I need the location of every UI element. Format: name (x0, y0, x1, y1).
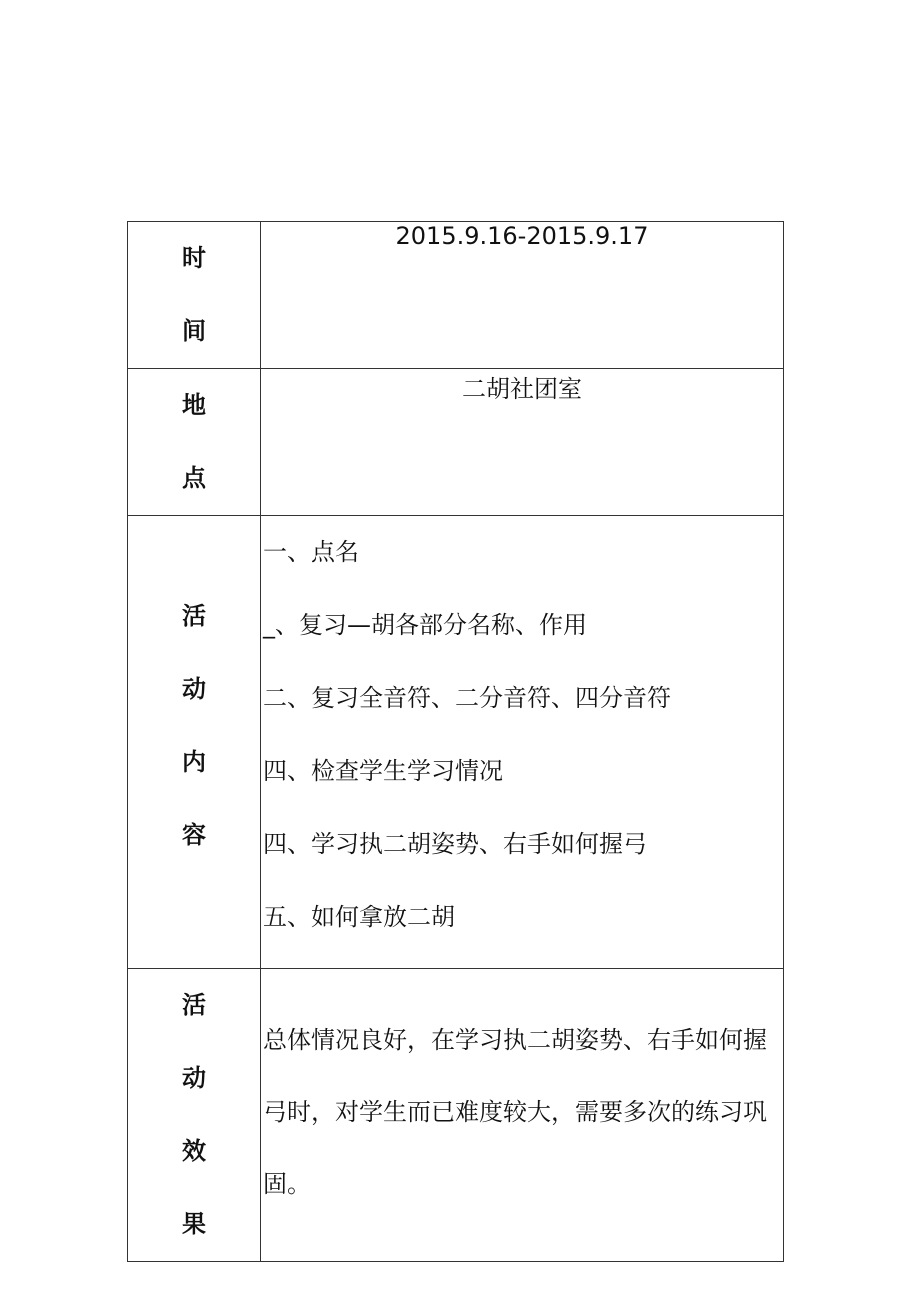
place-label-char: 地 (182, 391, 206, 419)
content-cell (261, 516, 784, 969)
place-label (128, 369, 260, 515)
time-label-char: 间 (182, 317, 206, 345)
content-label-char: 内 (182, 748, 206, 776)
time-row (128, 222, 784, 369)
content-label-char: 容 (182, 821, 206, 849)
place-label-cell (128, 369, 261, 516)
content-label-char: 动 (182, 675, 206, 703)
content-row (128, 516, 784, 969)
content-item: 四、学习执二胡姿势、右手如何握弓 (263, 830, 647, 858)
effect-label-char: 果 (182, 1210, 206, 1238)
place-value: 二胡社团室 (261, 369, 784, 516)
effect-label-char: 动 (182, 1064, 206, 1092)
content-item: _、复习—胡各部分名称、作用 (263, 611, 587, 639)
content-item: 二、复习全音符、二分音符、四分音符 (263, 684, 671, 712)
time-label-char: 时 (182, 244, 206, 272)
activity-record-table (127, 221, 784, 1262)
content-label (128, 516, 260, 872)
effect-text: 总体情况良好，在学习执二胡姿势、右手如何握弓时，对学生而已难度较大，需要多次的练习巩固。 (263, 1026, 767, 1198)
content-item: 四、检查学生学习情况 (263, 757, 503, 785)
place-row (128, 369, 784, 516)
place-label-char: 点 (182, 464, 206, 492)
time-value: 2015.9.16-2015.9.17 (261, 222, 784, 369)
effect-cell (261, 969, 784, 1262)
effect-label (128, 969, 260, 1261)
effect-row (128, 969, 784, 1262)
time-label (128, 222, 260, 368)
content-label-cell (128, 516, 261, 969)
content-list (261, 516, 783, 968)
effect-label-char: 活 (182, 991, 206, 1019)
content-item: 五、如何拿放二胡 (263, 903, 455, 931)
time-label-cell (128, 222, 261, 369)
effect-label-cell (128, 969, 261, 1262)
content-item: 一、点名 (263, 538, 359, 566)
effect-label-char: 效 (182, 1137, 206, 1165)
content-label-char: 活 (182, 602, 206, 630)
